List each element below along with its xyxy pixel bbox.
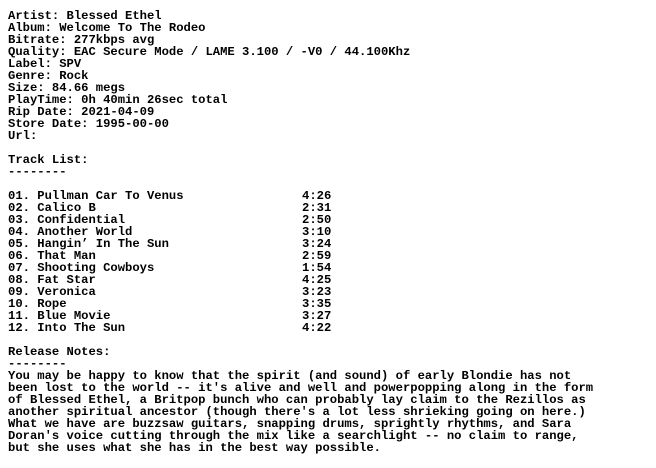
track-name: Confidential [37,214,126,226]
track-title [8,238,302,250]
track-duration: 3:35 [302,297,332,311]
track-number: 01. [8,190,30,202]
track-title [8,322,302,334]
track-title [8,298,302,310]
track-name: Another World [37,226,133,238]
track-title [8,190,302,202]
track-name: Rope [37,298,67,310]
track-number: 08. [8,274,30,286]
track-name: Hangin’ In The Sun [37,238,169,250]
track-list-underline: -------- [8,166,67,178]
spacer [8,142,652,154]
rip-date-line: Rip Date: 2021-04-09 [8,106,155,118]
track-name: Blue Movie [37,310,111,322]
release-notes-line: another spiritual ancestor (though there's a lot less shrieking going on here.) [8,406,586,418]
playtime-line: PlayTime: 0h 40min 26sec total [8,94,228,106]
track-title [8,262,302,274]
track-name: Shooting Cowboys [37,262,155,274]
info-block [8,10,652,142]
track-duration: 4:26 [302,189,332,203]
track-number: 11. [8,310,30,322]
release-notes-line: been lost to the world -- it's alive and well and powerpopping along in the form [8,382,594,394]
track-row [8,322,652,334]
track-title [8,214,302,226]
nfo-document [8,10,652,454]
track-name: Into The Sun [37,322,126,334]
track-number: 05. [8,238,30,250]
release-notes-line: but she uses what she has in the best way possible. [8,442,381,454]
track-duration: 3:24 [302,237,332,251]
track-number: 06. [8,250,30,262]
release-notes-body [8,370,652,454]
track-title [8,286,302,298]
track-list [8,190,652,334]
label-line: Label: SPV [8,58,82,70]
album-line: Album: Welcome To The Rodeo [8,22,206,34]
store-date-line: Store Date: 1995-00-00 [8,118,169,130]
track-title [8,202,302,214]
track-number: 09. [8,286,30,298]
track-title [8,226,302,238]
track-title [8,250,302,262]
quality-line: Quality: EAC Secure Mode / LAME 3.100 / -V0 / 44.100Khz [8,46,411,58]
track-number: 02. [8,202,30,214]
track-name: Calico B [37,202,96,214]
track-duration: 2:31 [302,201,332,215]
track-duration: 2:59 [302,249,332,263]
release-notes-line: You may be happy to know that the spirit (and sound) of early Blondie has not [8,370,572,382]
track-number: 12. [8,322,30,334]
release-notes-heading: Release Notes: [8,346,111,358]
track-duration: 4:22 [302,321,332,335]
track-number: 07. [8,262,30,274]
track-list-section [8,154,652,334]
release-notes-underline: -------- [8,358,67,370]
track-name: Fat Star [37,274,96,286]
artist-line: Artist: Blessed Ethel [8,10,162,22]
release-notes-line: Doran's voice cutting through the mix like a searchlight -- no claim to range, [8,430,579,442]
track-number: 03. [8,214,30,226]
track-name: That Man [37,250,96,262]
track-duration: 4:25 [302,273,332,287]
track-list-heading: Track List: [8,154,89,166]
track-title [8,310,302,322]
size-line: Size: 84.66 megs [8,82,126,94]
track-number: 10. [8,298,30,310]
track-name: Pullman Car To Venus [37,190,184,202]
track-name: Veronica [37,286,96,298]
bitrate-line: Bitrate: 277kbps avg [8,34,155,46]
track-duration: 3:10 [302,225,332,239]
track-title [8,274,302,286]
release-notes-section [8,346,652,454]
track-duration: 1:54 [302,261,332,275]
genre-line: Genre: Rock [8,70,89,82]
url-line: Url: [8,130,38,142]
release-notes-line: of Blessed Ethel, a Britpop bunch who can probably lay claim to the Rezillos as [8,394,586,406]
track-number: 04. [8,226,30,238]
track-duration: 3:23 [302,285,332,299]
track-duration: 2:50 [302,213,332,227]
track-duration: 3:27 [302,309,332,323]
spacer [8,334,652,346]
release-notes-line: What we have are buzzsaw guitars, snapping drums, sprightly rhythms, and Sara [8,418,572,430]
